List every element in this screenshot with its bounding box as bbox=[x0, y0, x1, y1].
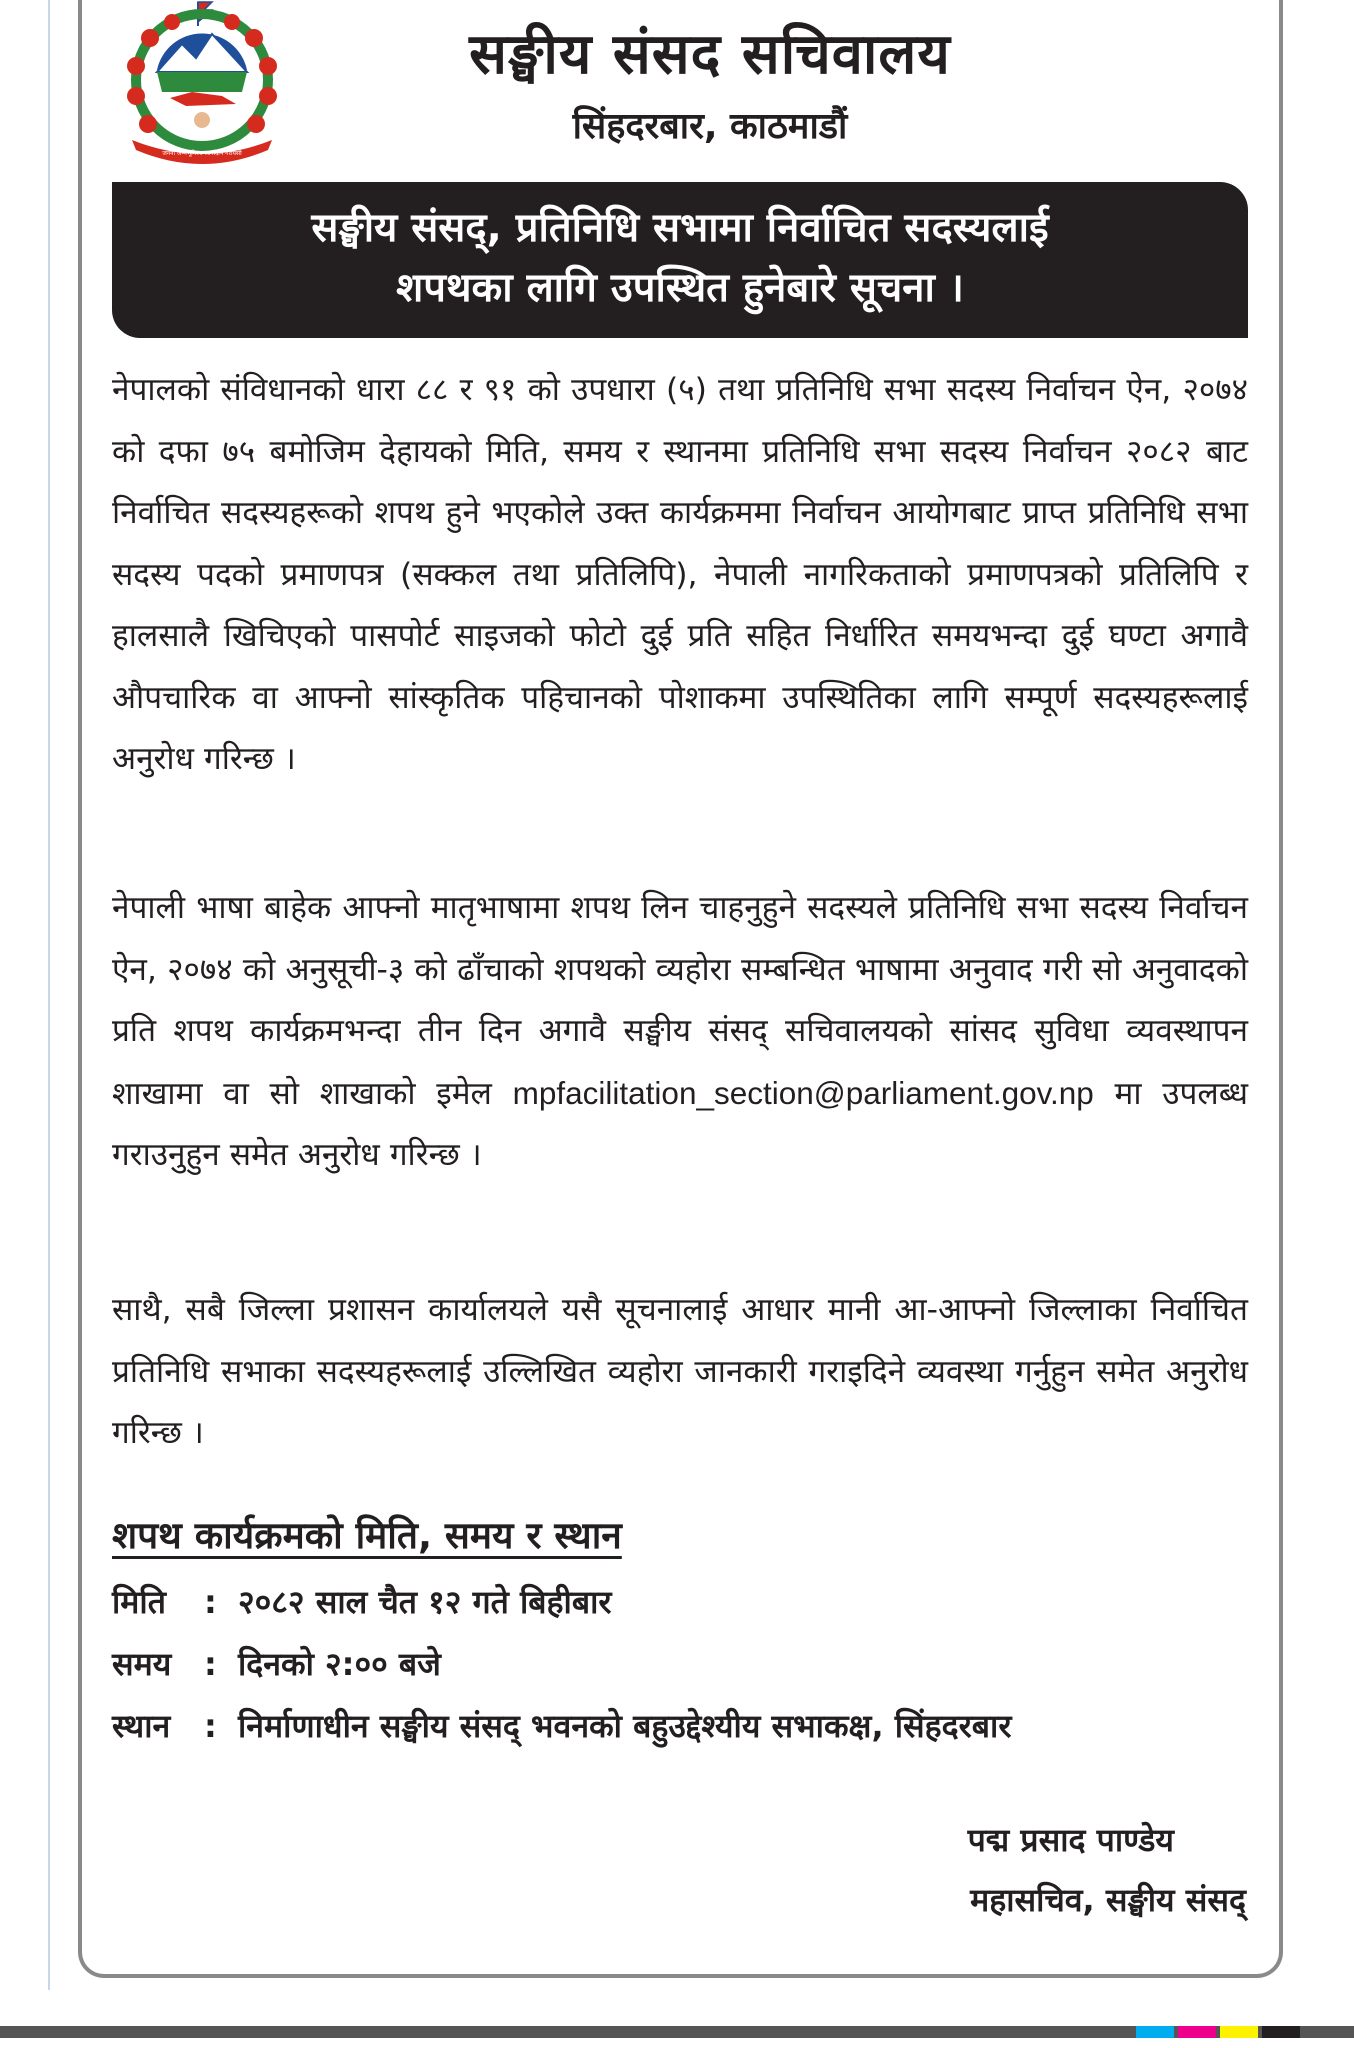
swatch-cyan bbox=[1136, 2026, 1174, 2038]
signatory-name: पद्म प्रसाद पाण्डेय bbox=[967, 1821, 1174, 1859]
emblem-handshake bbox=[194, 112, 210, 128]
signatory-title: महासचिव, सङ्घीय संसद् bbox=[970, 1881, 1246, 1919]
schedule-row-time bbox=[112, 1642, 441, 1685]
schedule-value: दिनको २:०० बजे bbox=[238, 1645, 441, 1683]
emblem-hills bbox=[157, 72, 247, 92]
schedule-label: समय bbox=[112, 1645, 172, 1683]
nepal-emblem-icon bbox=[112, 0, 292, 170]
schedule-row-date bbox=[112, 1580, 611, 1623]
schedule-separator: : bbox=[204, 1645, 217, 1683]
banner-line-2: शपथका लागि उपस्थित हुनेबारे सूचना । bbox=[396, 265, 964, 311]
schedule-value: निर्माणाधीन सङ्घीय संसद् भवनको बहुउद्देश्यीय सभाकक्ष, सिंहदरबार bbox=[238, 1707, 1012, 1745]
schedule-value: २०८२ साल चैत १२ गते बिहीबार bbox=[238, 1583, 612, 1621]
banner-line-1: सङ्घीय संसद्, प्रतिनिधि सभामा निर्वाचित सदस्यलाई bbox=[311, 205, 1049, 251]
organization-title: सङ्घीय संसद सचिवालय bbox=[469, 22, 951, 87]
notice-title-banner bbox=[112, 182, 1248, 338]
schedule-label: स्थान bbox=[112, 1707, 171, 1745]
schedule-label: मिति bbox=[112, 1583, 166, 1621]
schedule-row-venue bbox=[112, 1704, 1011, 1747]
paragraph-3: साथै, सबै जिल्ला प्रशासन कार्यालयले यसै सूचनालाई आधार मानी आ-आफ्नो जिल्लाका निर्वाचित प्रतिनिधि सभाका सदस्यहरूलाई उल्लिखित व्यहोरा जानकारी गराइदिने व्यवस्था गर्नुहुन समेत अनुरोध गरिन्छ । bbox=[112, 1292, 1248, 1451]
paragraph-2-text-b: मा उपलब्ध गराउनुहुन समेत अनुरोध गरिन्छ । bbox=[112, 1075, 1248, 1173]
swatch-magenta bbox=[1178, 2026, 1216, 2038]
swatch-yellow bbox=[1220, 2026, 1258, 2038]
email-link[interactable]: mpfacilitation_section@parliament.gov.np bbox=[512, 1074, 1094, 1111]
page-margin-line bbox=[48, 0, 50, 1990]
paragraph-2-text-a: नेपाली भाषा बाहेक आफ्नो मातृभाषामा शपथ लिन चाहनुहुने सदस्यले प्रतिनिधि सभा सदस्य निर्वाचन ऐन, २०७४ को अनुसूची-३ को ढाँचाको शपथको व्यहोरा सम्बन्धित भाषामा अनुवाद गरी सो अनुवादको प्रति शपथ कार्यक्रमभन्दा तीन दिन अगावै सङ्घीय संसद् सचिवालयको सांसद सुविधा व्यवस्थापन शाखामा वा सो शाखाको इमेल bbox=[112, 890, 1248, 1112]
print-color-swatches bbox=[1136, 2026, 1304, 2038]
schedule-separator: : bbox=[204, 1707, 217, 1745]
schedule-separator: : bbox=[204, 1583, 217, 1621]
schedule-heading: शपथ कार्यक्रमको मिति, समय र स्थान bbox=[112, 1514, 622, 1557]
organization-location: सिंहदरबार, काठमाडौं bbox=[572, 106, 848, 147]
swatch-black bbox=[1262, 2026, 1300, 2038]
paragraph-2 bbox=[112, 878, 1248, 1187]
emblem-motto: जननी जन्मभूमिश्च स्वर्गादपि गरीयसी bbox=[162, 150, 242, 157]
paragraph-1: नेपालको संविधानको धारा ८८ र ९१ को उपधारा (५) तथा प्रतिनिधि सभा सदस्य निर्वाचन ऐन, २०७४ को दफा ७५ बमोजिम देहायको मिति, समय र स्थानमा प्रतिनिधि सभा सदस्य निर्वाचन २०८२ बाट निर्वाचित सदस्यहरूको शपथ हुने भएकोले उक्त कार्यक्रममा निर्वाचन आयोगबाट प्राप्त प्रतिनिधि सभा सदस्य पदको प्रमाणपत्र (सक्कल तथा प्रतिलिपि), नेपाली नागरिकताको प्रमाणपत्रको प्रतिलिपि र हालसालै खिचिएको पासपोर्ट साइजको फोटो दुई प्रति सहित निर्धारित समयभन्दा दुई घण्टा अगावै औपचारिक वा आफ्नो सांस्कृतिक पहिचानको पोशाकमा उपस्थितिका लागि सम्पूर्ण सदस्यहरूलाई अनुरोध गरिन्छ । bbox=[112, 372, 1248, 777]
